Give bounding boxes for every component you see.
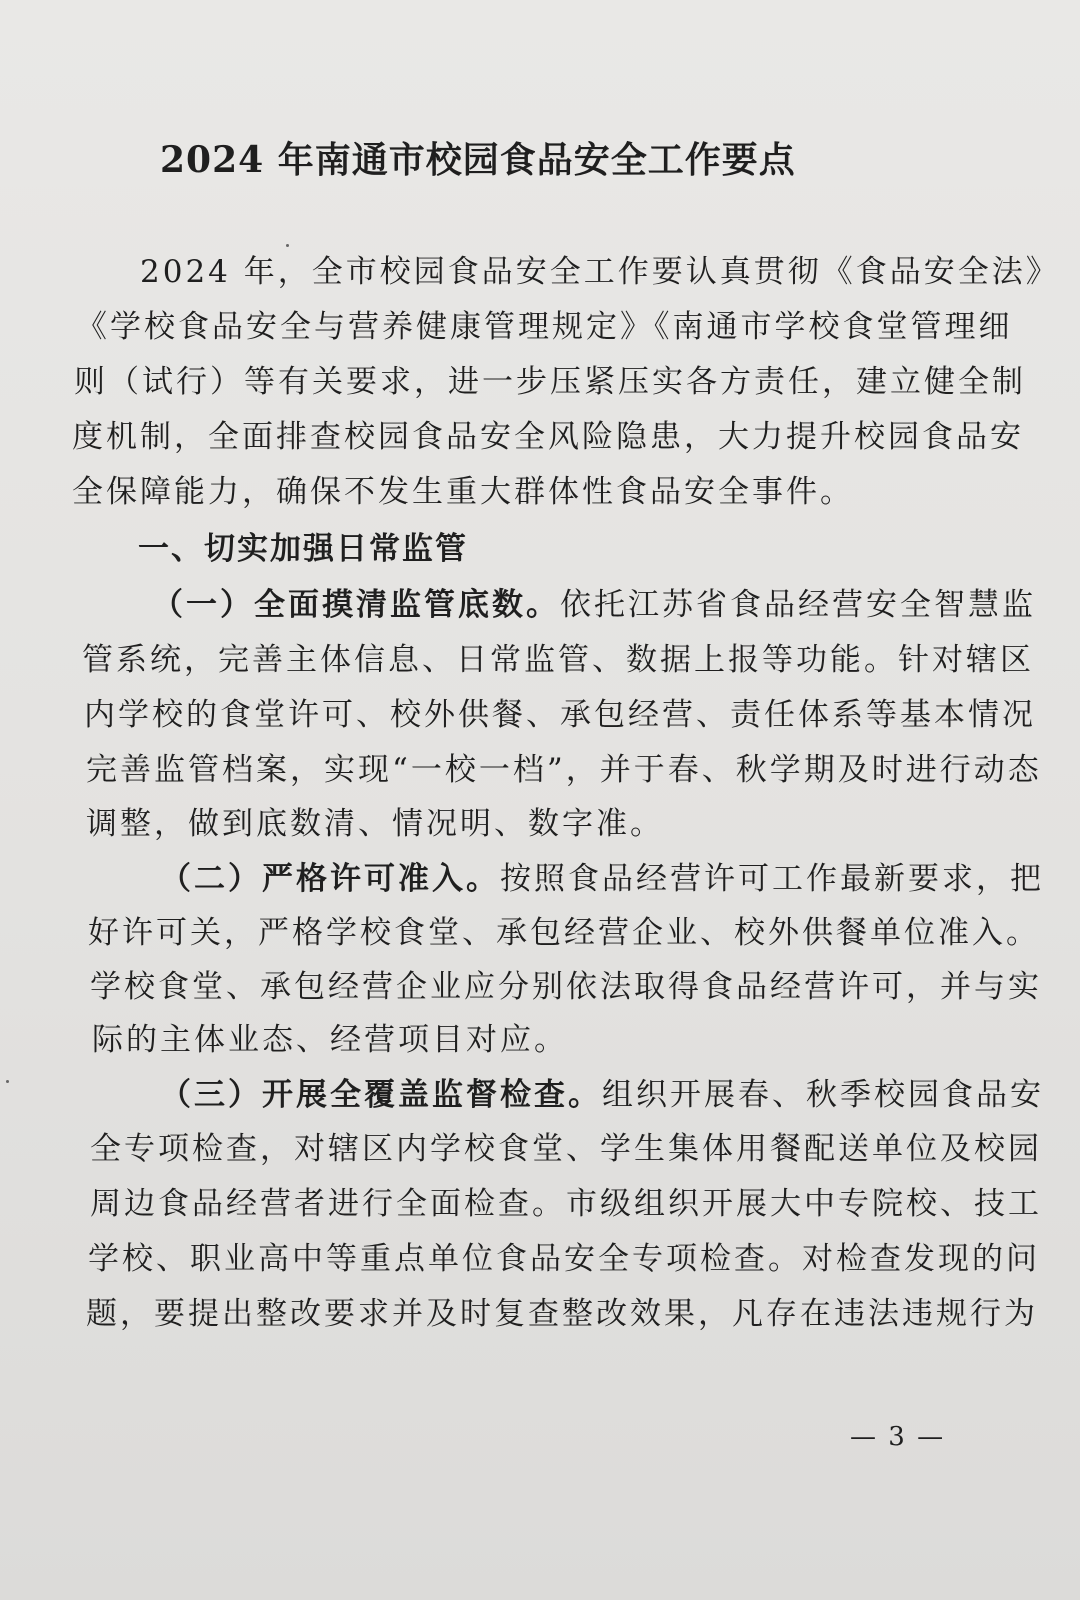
intro-line: 则（试行）等有关要求，进一步压紧压实各方责任，建立健全制 (74, 364, 1026, 400)
item-three-line: 周边食品经营者进行全面检查。市级组织开展大中专院校、技工 (90, 1186, 1042, 1222)
item-one-line: 内学校的食堂许可、校外供餐、承包经营、责任体系等基本情况 (84, 697, 1036, 733)
item-one-line: 管系统，完善主体信息、日常监管、数据上报等功能。针对辖区 (82, 642, 1034, 678)
intro-line: 《学校食品安全与营养健康管理规定》《南通市学校食堂管理细 (76, 309, 1013, 345)
item-one-first-line-rest: 依托江苏省食品经营安全智慧监 (560, 587, 1036, 623)
item-three-line: 题，要提出整改要求并及时复查整改效果，凡存在违法违规行为 (86, 1296, 1038, 1332)
item-two-first-line-rest: 按照食品经营许可工作最新要求，把 (500, 861, 1044, 897)
page-number: — 3 — (850, 1422, 946, 1452)
item-three-first-line (160, 1074, 1044, 1116)
item-one-lead: （一）全面摸清监管底数。 (152, 587, 560, 623)
item-two-lead: （二）严格许可准入。 (160, 861, 500, 897)
item-three-line: 全专项检查，对辖区内学校食堂、学生集体用餐配送单位及校园 (90, 1131, 1042, 1167)
document-title: 2024 年南通市校园食品安全工作要点 (160, 139, 796, 181)
item-two-line: 学校食堂、承包经营企业应分别依法取得食品经营许可，并与实 (90, 969, 1042, 1005)
item-three-first-line-rest: 组织开展春、秋季校园食品安 (602, 1077, 1044, 1113)
intro-line: 度机制，全面排查校园食品安全风险隐患，大力提升校园食品安 (72, 419, 1024, 455)
section-heading: 一、切实加强日常监管 (138, 531, 468, 567)
item-two-first-line (160, 858, 1044, 900)
item-one-first-line (152, 584, 1036, 626)
item-one-line: 调整，做到底数清、情况明、数字准。 (86, 806, 664, 842)
item-three-line: 学校、职业高中等重点单位食品安全专项检查。对检查发现的问 (88, 1241, 1040, 1277)
scan-speck (6, 1080, 9, 1083)
item-one-line: 完善监管档案，实现“一校一档”，并于春、秋学期及时进行动态 (86, 752, 1042, 788)
item-two-line: 际的主体业态、经营项目对应。 (92, 1022, 568, 1058)
scan-speck (286, 244, 289, 247)
intro-line: 2024 年，全市校园食品安全工作要认真贯彻《食品安全法》 (140, 254, 1060, 290)
intro-line: 全保障能力，确保不发生重大群体性食品安全事件。 (72, 474, 854, 510)
item-two-line: 好许可关，严格学校食堂、承包经营企业、校外供餐单位准入。 (88, 915, 1040, 951)
item-three-lead: （三）开展全覆盖监督检查。 (160, 1077, 602, 1113)
